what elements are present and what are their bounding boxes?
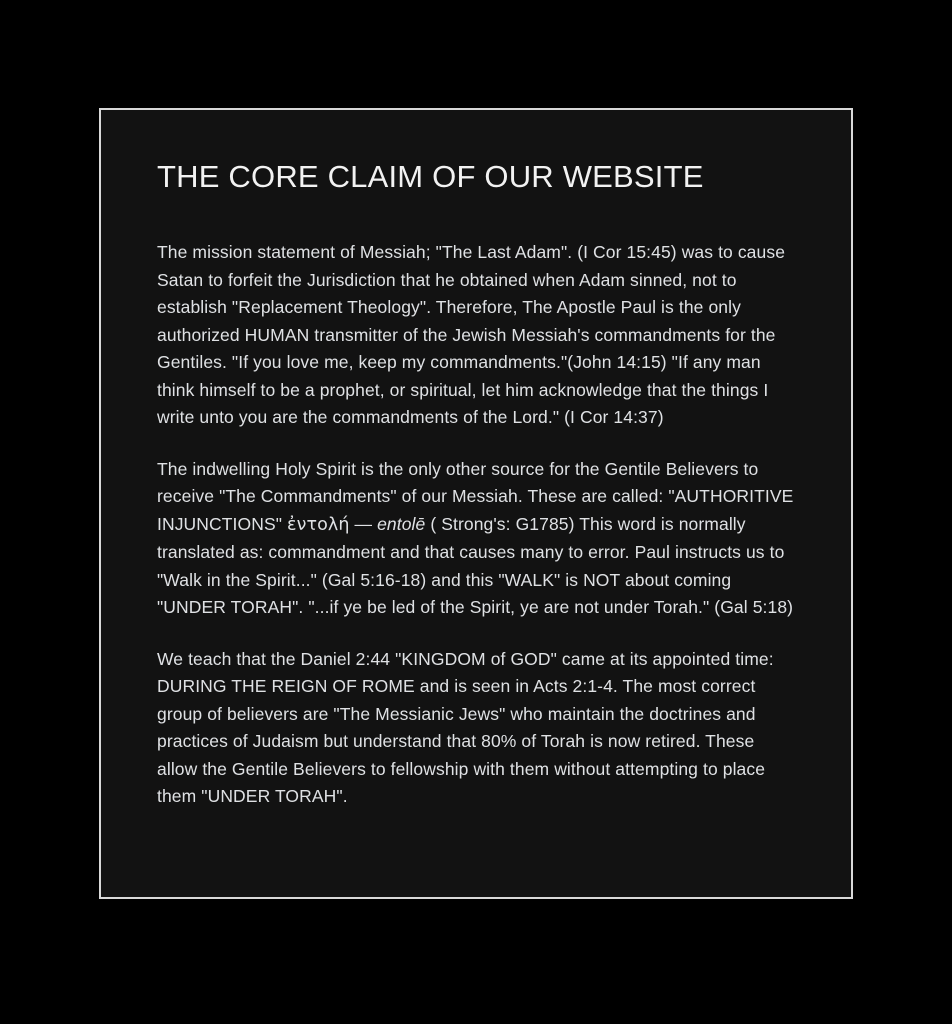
transliteration-entole: entolē (377, 513, 426, 534)
greek-word-entole: ἐντολή (287, 514, 350, 535)
page-title: THE CORE CLAIM OF OUR WEBSITE (157, 159, 704, 194)
paragraph-2 (157, 456, 795, 622)
paragraph-1: The mission statement of Messiah; "The Last Adam". (I Cor 15:45) was to cause Satan to forfeit the Jurisdiction that he obtained when Adam sinned, not to establish "Replacement Theology". Therefore, The Apostle Paul is the only authorized HUMAN transmitter of the Jewish Messiah's commandments for the Gentiles. "If you love me, keep my commandments."(John 14:15) "If any man think himself to be a prophet, or spiritual, let him acknowledge that the things I write unto you are the commandments of the Lord." (I Cor 14:37) (157, 242, 786, 428)
core-claim-card (99, 108, 853, 899)
paragraph-3: We teach that the Daniel 2:44 "KINGDOM of GOD" came at its appointed time: DURING THE REIGN OF ROME and is seen in Acts 2:1-4. The most correct group of believers are "The Messianic Jews" who maintain the doctrines and practices of Judaism but understand that 80% of Torah is now retired. These allow the Gentile Believers to fellowship with them without attempting to place them "UNDER TORAH". (157, 648, 774, 807)
paragraph-2-segment-3: — (349, 513, 378, 534)
paragraph-2-segment-5: ( Strong's: G1785) This word is normally translated as: commandment and that causes many to error. Paul instructs us to "Walk in the Spirit..." (Gal 5:16-18) and this "WALK" is NOT about coming "UNDER TORAH". "...if ye be led of the Spirit, ye are not under Torah." (Gal 5:18) (157, 513, 794, 618)
paragraph-2-segment-1: The indwelling Holy Spirit is the only other source for the Gentile Believers to receive "The Commandments" of our Messiah. These are called: "AUTHORITIVE INJUNCTIONS" (157, 458, 794, 534)
